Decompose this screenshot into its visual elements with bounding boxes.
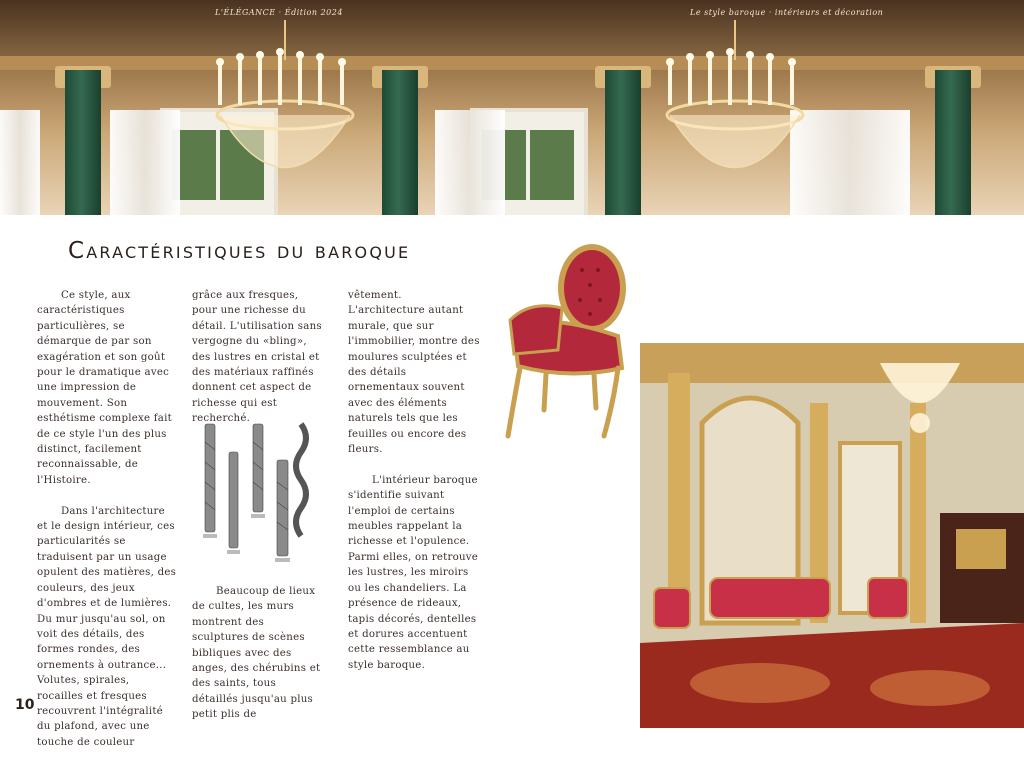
marble-column — [605, 70, 641, 215]
page-title: Caractéristiques du baroque — [68, 238, 411, 264]
text-column-1 — [37, 288, 177, 766]
chandelier-icon — [660, 20, 810, 190]
marble-column — [382, 70, 418, 215]
baroque-salon-photo — [640, 343, 1024, 728]
baroque-armchair-image — [500, 240, 640, 440]
running-header-left: L'ÉLÉGANCE · Édition 2024 — [215, 8, 343, 17]
paragraph: Dans l'architecture et le design intérieur, ces particularités se traduisent par un usage opulent des matières, des couleurs, des jeux d'ombres et de lumières. Du mur jusqu'au sol, on voit des détails, des formes rondes, des ornements à outrance... Volutes, spirales, rocailles et fresques recouvrent l'intégralité du plafond, avec une touche de couleur — [37, 505, 177, 748]
baroque-columns-illustration — [197, 422, 322, 564]
paragraph: vêtement. L'architecture autant murale, que sur l'immobilier, montre des moulures sculptées et des détails ornementaux souvent avec des éléments naturels tels que les feuilles ou encore des fleurs. — [348, 290, 480, 456]
text-column-2 — [192, 288, 324, 442]
hero-photo-baroque-hall — [0, 0, 1024, 215]
page-number: 10 — [15, 697, 35, 713]
chandelier-icon — [210, 20, 360, 190]
curtain — [0, 110, 40, 215]
paragraph: Beaucoup de lieux de cultes, les murs montrent des sculptures de scènes bibliques avec des anges, des chérubins et des saints, tous détaillés jusqu'au plus petit plis de — [192, 586, 321, 721]
paragraph: grâce aux fresques, pour une richesse du détail. L'utilisation sans vergogne du «bling», des lustres en cristal et des matériaux raffinés donnent cet aspect de richesse qui est recherché. — [192, 290, 322, 425]
marble-column — [65, 70, 101, 215]
text-column-3 — [348, 288, 480, 689]
gilded-frieze — [0, 56, 1024, 70]
running-header-right: Le style baroque · intérieurs et décoration — [690, 8, 884, 17]
marble-column — [935, 70, 971, 215]
curtain — [435, 110, 505, 215]
text-column-2-lower — [192, 584, 324, 738]
curtain — [110, 110, 180, 215]
paragraph: L'intérieur baroque s'identifie suivant l'emploi de certains meubles rappelant la richesse et l'opulence. Parmi elles, on retrouve les lustres, les miroirs ou les chandeliers. La présence de rideaux, tapis décorés, dentelles et dorures accentuent cette ressemblance au style baroque. — [348, 474, 479, 671]
paragraph: Ce style, aux caractéristiques particulières, se démarque de par son exagération et son goût pour le dramatique avec une impression de mouvement. Son esthétisme complexe fait de ce style l'un des plus distinct, facilement reconnaissable, de l'Histoire. — [37, 290, 172, 486]
